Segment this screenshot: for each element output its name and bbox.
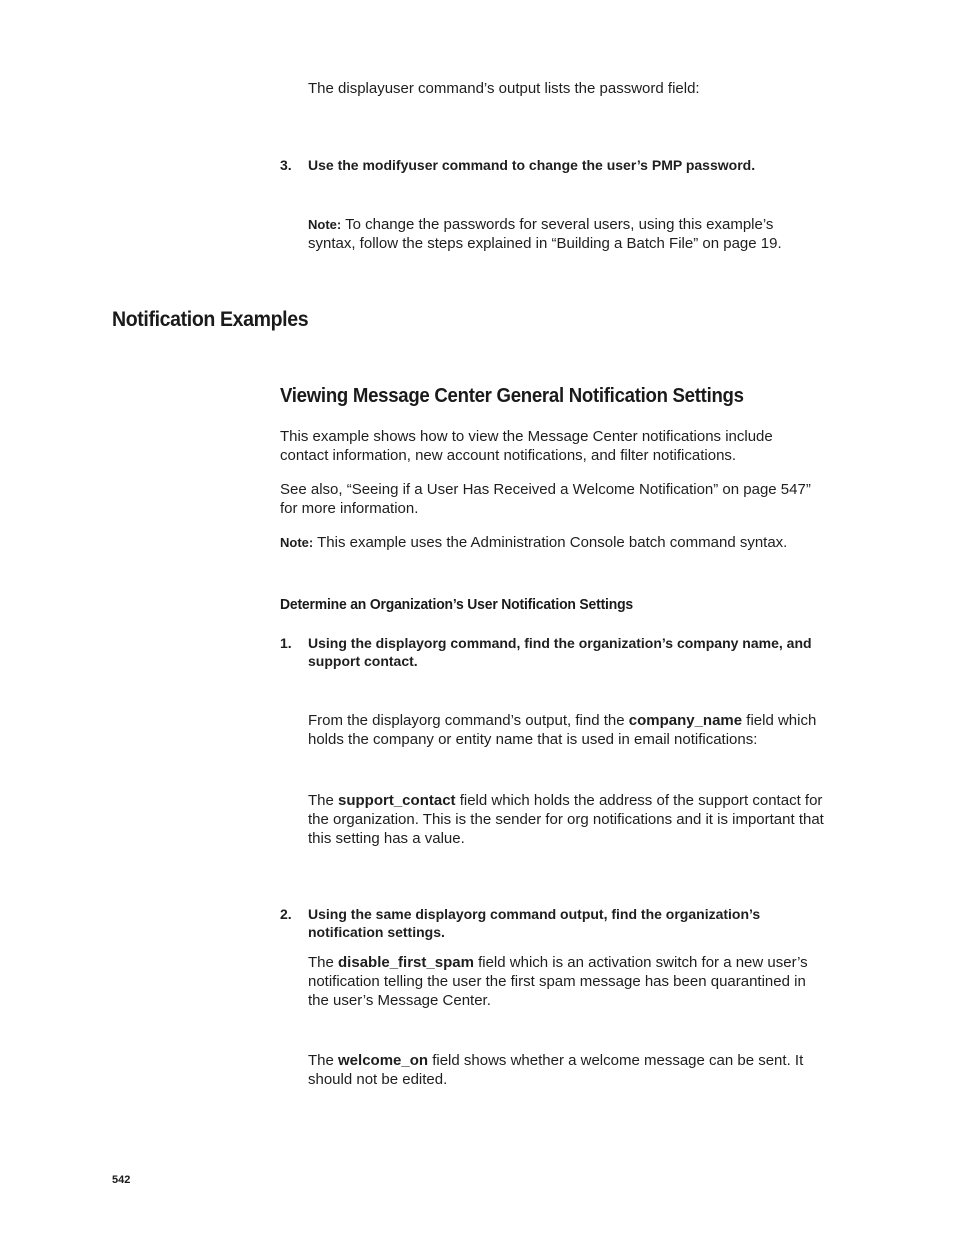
- spam-post: field which is an activation switch for a new user’s: [473, 954, 808, 971]
- step-1-line-2: support contact.: [308, 653, 418, 669]
- support-post: field which holds the address of the support contact for: [455, 792, 823, 809]
- password-field-text: The displayuser command’s output lists the password field:: [308, 80, 700, 97]
- see-also-paragraph: [280, 480, 811, 518]
- step-2-text: [308, 905, 760, 941]
- step-1-line-1: Using the displayorg command, find the organization’s company name, and: [308, 635, 812, 651]
- step-1-number: 1.: [280, 635, 292, 651]
- company-pre: From the displayorg command’s output, find the: [308, 712, 629, 729]
- welcome-on-field: welcome_on: [338, 1052, 429, 1069]
- step-1-text: [308, 634, 812, 670]
- step-3-text: Use the modifyuser command to change the user’s PMP password.: [308, 157, 756, 173]
- see-also-line-2: for more information.: [280, 500, 419, 517]
- step-3-number: 3.: [280, 157, 292, 173]
- welcome-post: field shows whether a welcome message can be sent. It: [428, 1052, 804, 1069]
- spam-line-3: the user’s Message Center.: [308, 992, 491, 1009]
- step-2-line-2: notification settings.: [308, 924, 445, 940]
- support-line-2: the organization. This is the sender for org notifications and it is important that: [308, 811, 824, 828]
- support-contact-paragraph: [308, 791, 824, 848]
- subsection-title: Viewing Message Center General Notification Settings: [280, 385, 744, 407]
- step-2-line-1: Using the same displayorg command output, find the organization’s: [308, 906, 761, 922]
- support-line-3: this setting has a value.: [308, 830, 465, 847]
- company-name-field: company_name: [628, 712, 743, 729]
- intro-line-1: This example shows how to view the Message Center notifications include: [280, 428, 773, 445]
- note-password-batch: [308, 215, 782, 253]
- note-text-line1: To change the passwords for several users, using this example’s: [341, 216, 774, 233]
- company-line-2: holds the company or entity name that is used in email notifications:: [308, 731, 758, 748]
- disable-first-spam-field: disable_first_spam: [338, 954, 474, 971]
- company-post: field which: [742, 712, 817, 729]
- welcome-pre: The: [308, 1052, 339, 1069]
- spam-pre: The: [308, 954, 339, 971]
- welcome-line-2: should not be edited.: [308, 1071, 448, 1088]
- see-also-line-1: See also, “Seeing if a User Has Received a Welcome Notification” on page 547”: [280, 481, 811, 498]
- procedure-title: Determine an Organization’s User Notification Settings: [280, 596, 633, 613]
- note-batch-syntax: [280, 533, 787, 552]
- intro-line-2: contact information, new account notifications, and filter notifications.: [280, 447, 737, 464]
- support-contact-field: support_contact: [338, 792, 456, 809]
- subsection-intro-paragraph: [280, 427, 773, 465]
- note-text: This example uses the Administration Console batch command syntax.: [313, 534, 788, 551]
- spam-line-2: notification telling the user the first spam message has been quarantined in: [308, 973, 806, 990]
- company-name-paragraph: [308, 711, 816, 749]
- note-text-line2: syntax, follow the steps explained in “Building a Batch File” on page 19.: [308, 235, 782, 252]
- page-number: 542: [112, 1174, 131, 1186]
- note-label: Note:: [280, 535, 314, 550]
- section-title: Notification Examples: [112, 308, 309, 331]
- note-label: Note:: [308, 217, 342, 232]
- support-pre: The: [308, 792, 339, 809]
- step-2-number: 2.: [280, 906, 292, 922]
- welcome-on-paragraph: [308, 1051, 803, 1089]
- disable-first-spam-paragraph: [308, 953, 808, 1010]
